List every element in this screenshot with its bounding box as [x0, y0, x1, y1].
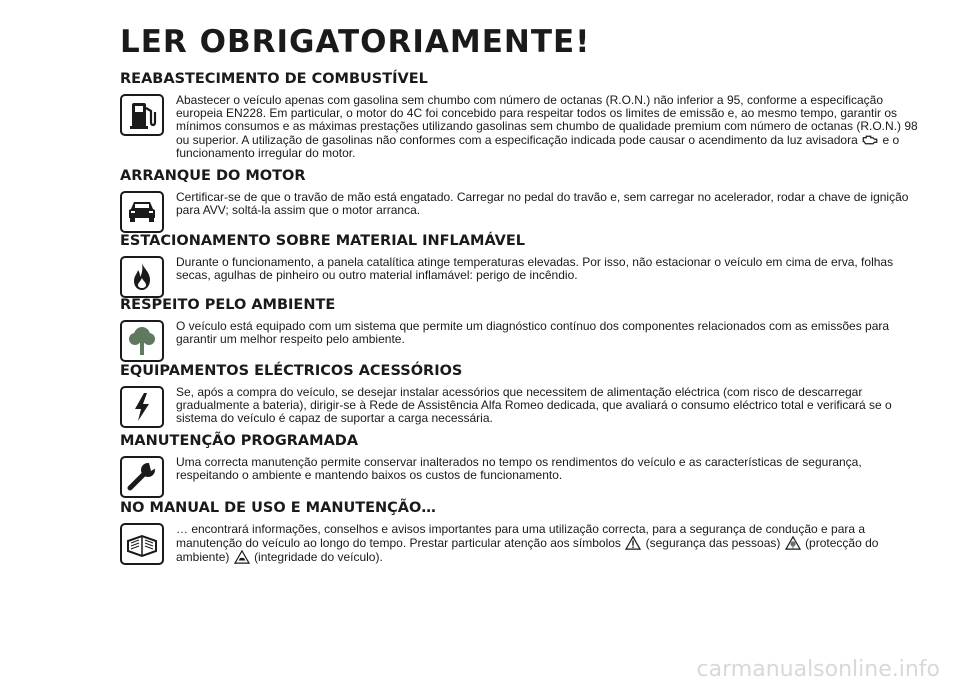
- vehicle-integrity-icon: [233, 550, 251, 564]
- integrity-label: (integridade do veículo).: [254, 550, 383, 564]
- section-text: O veículo está equipado com um sistema que permite um diagnóstico contínuo dos componentes relacionados com as emissões para garantir um melhor respeito pelo ambiente.: [176, 319, 890, 346]
- flame-icon: [120, 256, 164, 298]
- section-text: Certificar-se de que o travão de mão está engatado. Carregar no pedal do travão e, sem carregar no acelerador, rodar a chave de ignição para AVV; soltá-la assim que o motor arranca.: [176, 190, 909, 217]
- safety-label: (segurança das pessoas): [645, 536, 781, 550]
- section-heading: ESTACIONAMENTO SOBRE MATERIAL INFLAMÁVEL: [120, 233, 526, 249]
- wrench-icon: [120, 456, 164, 498]
- section-engine-start: [120, 167, 920, 217]
- engine-warning-icon: [861, 133, 879, 147]
- page-title: LER OBRIGATORIAMENTE!: [120, 24, 591, 60]
- section-heading: MANUTENÇÃO PROGRAMADA: [120, 433, 359, 449]
- warning-triangle-icon: [624, 536, 642, 550]
- section-heading: ARRANQUE DO MOTOR: [120, 168, 306, 184]
- fuel-pump-icon: [120, 94, 164, 136]
- environment-label: (protecção do ambiente): [176, 536, 879, 564]
- manual-book-icon: [120, 523, 164, 565]
- section-fuel: [120, 70, 920, 160]
- section-maintenance: [120, 432, 920, 482]
- section-heading: RESPEITO PELO AMBIENTE: [120, 297, 336, 313]
- watermark: carmanualsonline.info: [696, 657, 940, 682]
- section-text: Se, após a compra do veículo, se desejar instalar acessórios que necessitem de alimentação eléctrica (com risco de descarregar gradualmente a bateria), dirigir-se à Rede de Assistência Alfa Romeo dedicada, que avaliará o consumo eléctrico total e verificará se o sistema do veículo é capaz de suportar a carga necessária.: [176, 385, 892, 425]
- section-manual: [120, 499, 920, 564]
- car-icon: [120, 191, 164, 233]
- section-heading: NO MANUAL DE USO E MANUTENÇÃO…: [120, 500, 436, 516]
- section-heading: EQUIPAMENTOS ELÉCTRICOS ACESSÓRIOS: [120, 363, 463, 379]
- environment-symbol-icon: [784, 536, 802, 550]
- section-text: Abastecer o veículo apenas com gasolina sem chumbo com número de octanas (R.O.N.) não inferior a 95, conforme a especificação europeia EN228. Em particular, o motor do 4C foi concebido para respeitar todos os limites de emissão e, ao mesmo tempo, garantir os mínimos consumos e as máximas prestações utilizando gasolinas sem chumbo de qualidade premium com número de octanas (R.O.N.) 98 ou superior. A utilização de gasolinas não conformes com a especificação indicada pode causar o acendimento da luz avisadora: [176, 93, 918, 147]
- section-flammable: [120, 232, 920, 282]
- lightning-icon: [120, 386, 164, 428]
- section-text: Uma correcta manutenção permite conservar inalterados no tempo os rendimentos do veículo e as características de segurança, respeitando o ambiente e mantendo baixos os custos de funcionamento.: [176, 455, 862, 482]
- section-heading: REABASTECIMENTO DE COMBUSTÍVEL: [120, 71, 428, 87]
- tree-icon: [120, 320, 164, 362]
- section-text: Durante o funcionamento, a panela catalítica atinge temperaturas elevadas. Por isso, não estacionar o veículo em cima de erva, folhas secas, agulhas de pinheiro ou outro material inflamável: perigo de incêndio.: [176, 255, 894, 282]
- section-electrical: [120, 362, 920, 425]
- section-text: … encontrará informações, conselhos e avisos importantes para uma utilização correcta, para a segurança de condução e para a manutenção do veículo ao longo do tempo. Prestar particular atenção aos símbolos: [176, 522, 866, 550]
- section-text-end: e o funcionamento irregular do motor.: [176, 133, 900, 160]
- section-environment: [120, 296, 920, 346]
